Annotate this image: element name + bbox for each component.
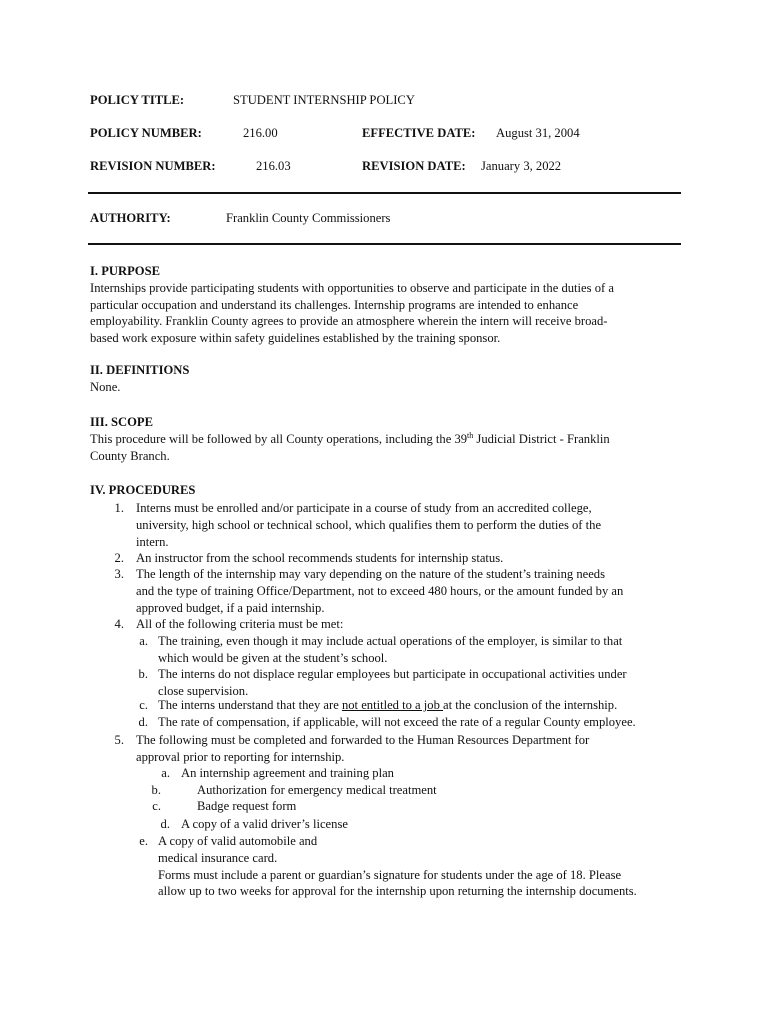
procedure-item-1 (136, 500, 601, 550)
list-item-line: The rate of compensation, if applicable, will not exceed the rate of a regular County employee. (158, 715, 636, 729)
procedure-item-4a (158, 633, 622, 667)
definitions-text: None. (90, 379, 121, 394)
list-item-line: The length of the internship may vary depending on the nature of the student’s training needs (136, 567, 605, 581)
policy-number-label: POLICY NUMBER: (90, 126, 202, 140)
procedure-item-5d: A copy of a valid driver’s license (181, 817, 348, 831)
procedure-item-4 (136, 616, 343, 633)
list-item-line: The training, even though it may include actual operations of the employer, is similar to that (158, 634, 623, 648)
procedure-item-4b (158, 666, 627, 700)
scope-text-before: This procedure will be followed by all County operations, including the 39 (90, 431, 468, 446)
list-number: 5. (114, 733, 124, 747)
effective-date-value: August 31, 2004 (496, 126, 580, 140)
list-item-line: close supervision. (158, 683, 249, 698)
scope-superscript: th (467, 430, 474, 440)
purpose-line: Internships provide participating students with opportunities to observe and participate in the duties of a (90, 280, 614, 295)
list-item-line: medical insurance card. (158, 850, 278, 865)
procedure-item-4c (158, 697, 617, 714)
sub-list-letter: c. (152, 799, 161, 813)
list-item-line (158, 697, 617, 714)
revision-number-value: 216.03 (256, 159, 291, 173)
underlined-text: not entitled to a job (341, 698, 444, 712)
authority-value: Franklin County Commissioners (226, 211, 391, 225)
header-divider-bottom (88, 243, 681, 245)
list-item-line: which would be given at the student’s school. (158, 650, 388, 665)
sub-list-letter: c. (139, 698, 148, 712)
policy-title-label: POLICY TITLE: (90, 93, 185, 107)
procedures-heading: IV. PROCEDURES (90, 483, 196, 497)
procedure-item-5b: Authorization for emergency medical treatment (197, 783, 437, 797)
revision-date-value: January 3, 2022 (481, 159, 562, 173)
procedure-item-5e (158, 833, 637, 900)
authority-label: AUTHORITY: (90, 211, 171, 225)
sub-list-letter: a. (139, 634, 148, 648)
sub-list-letter: e. (139, 834, 148, 848)
procedure-item-2 (136, 550, 503, 567)
list-item-line: The following must be completed and forwarded to the Human Resources Department for (136, 733, 590, 747)
sub-list-letter: b. (138, 667, 148, 681)
text-after-underline: at the conclusion of the internship. (443, 698, 618, 712)
policy-number-value: 216.00 (243, 126, 278, 140)
procedure-item-4d (158, 714, 636, 731)
purpose-line: based work exposure within safety guidelines established by the training sponsor. (90, 331, 501, 346)
list-item-line: The interns do not displace regular employees but participate in occupational activities under (158, 667, 627, 681)
list-number: 2. (114, 551, 124, 565)
revision-date-label: REVISION DATE: (362, 159, 466, 173)
sub-list-letter: d. (138, 715, 148, 729)
scope-heading: III. SCOPE (90, 415, 153, 429)
procedure-item-5a: An internship agreement and training plan (181, 766, 394, 780)
effective-date-label: EFFECTIVE DATE: (362, 126, 476, 140)
list-number: 3. (114, 567, 124, 581)
sub-list-letter: a. (161, 766, 170, 780)
list-item-line: intern. (136, 534, 169, 549)
procedure-item-5c: Badge request form (197, 799, 297, 813)
revision-number-label: REVISION NUMBER: (90, 159, 216, 173)
list-item-line: All of the following criteria must be met: (136, 617, 344, 631)
definitions-section (90, 362, 680, 396)
list-item-line: approved budget, if a paid internship. (136, 600, 325, 615)
purpose-section (90, 263, 680, 347)
sub-list-letter: b. (151, 783, 161, 797)
purpose-line: particular occupation and understand its challenges. Internship programs are intended to enhance (90, 297, 579, 312)
list-number: 1. (114, 501, 124, 515)
list-item-line: allow up to two weeks for approval for the internship upon returning the internship documents. (158, 884, 637, 899)
definitions-heading: II. DEFINITIONS (90, 363, 190, 377)
header-divider-top (88, 192, 681, 194)
procedure-item-5 (136, 732, 589, 766)
procedure-item-3 (136, 566, 623, 616)
scope-line-1 (90, 431, 680, 448)
scope-line-2: County Branch. (90, 448, 170, 463)
list-number: 4. (114, 617, 124, 631)
list-item-line: A copy of valid automobile and (158, 834, 318, 848)
list-item-line: An instructor from the school recommends students for internship status. (136, 551, 504, 565)
purpose-line: employability. Franklin County agrees to provide an atmosphere wherein the intern will receive broad- (90, 314, 608, 329)
text-before-underline: The interns understand that they are (158, 698, 342, 712)
sub-list-letter: d. (160, 817, 170, 831)
list-item-line: university, high school or technical school, which qualifies them to perform the duties of the (136, 517, 602, 532)
list-item-line: Forms must include a parent or guardian’s signature for students under the age of 18. Please (158, 867, 622, 882)
list-item-line: and the type of training Office/Department, not to exceed 480 hours, or the amount funded by an (136, 583, 624, 598)
scope-section (90, 414, 680, 464)
scope-text-after: Judicial District - Franklin (473, 431, 610, 446)
list-item-line: Interns must be enrolled and/or participate in a course of study from an accredited college, (136, 501, 592, 515)
list-item-line: approval prior to reporting for internship. (136, 749, 345, 764)
policy-title-value: STUDENT INTERNSHIP POLICY (233, 93, 415, 107)
purpose-heading: I. PURPOSE (90, 264, 160, 278)
